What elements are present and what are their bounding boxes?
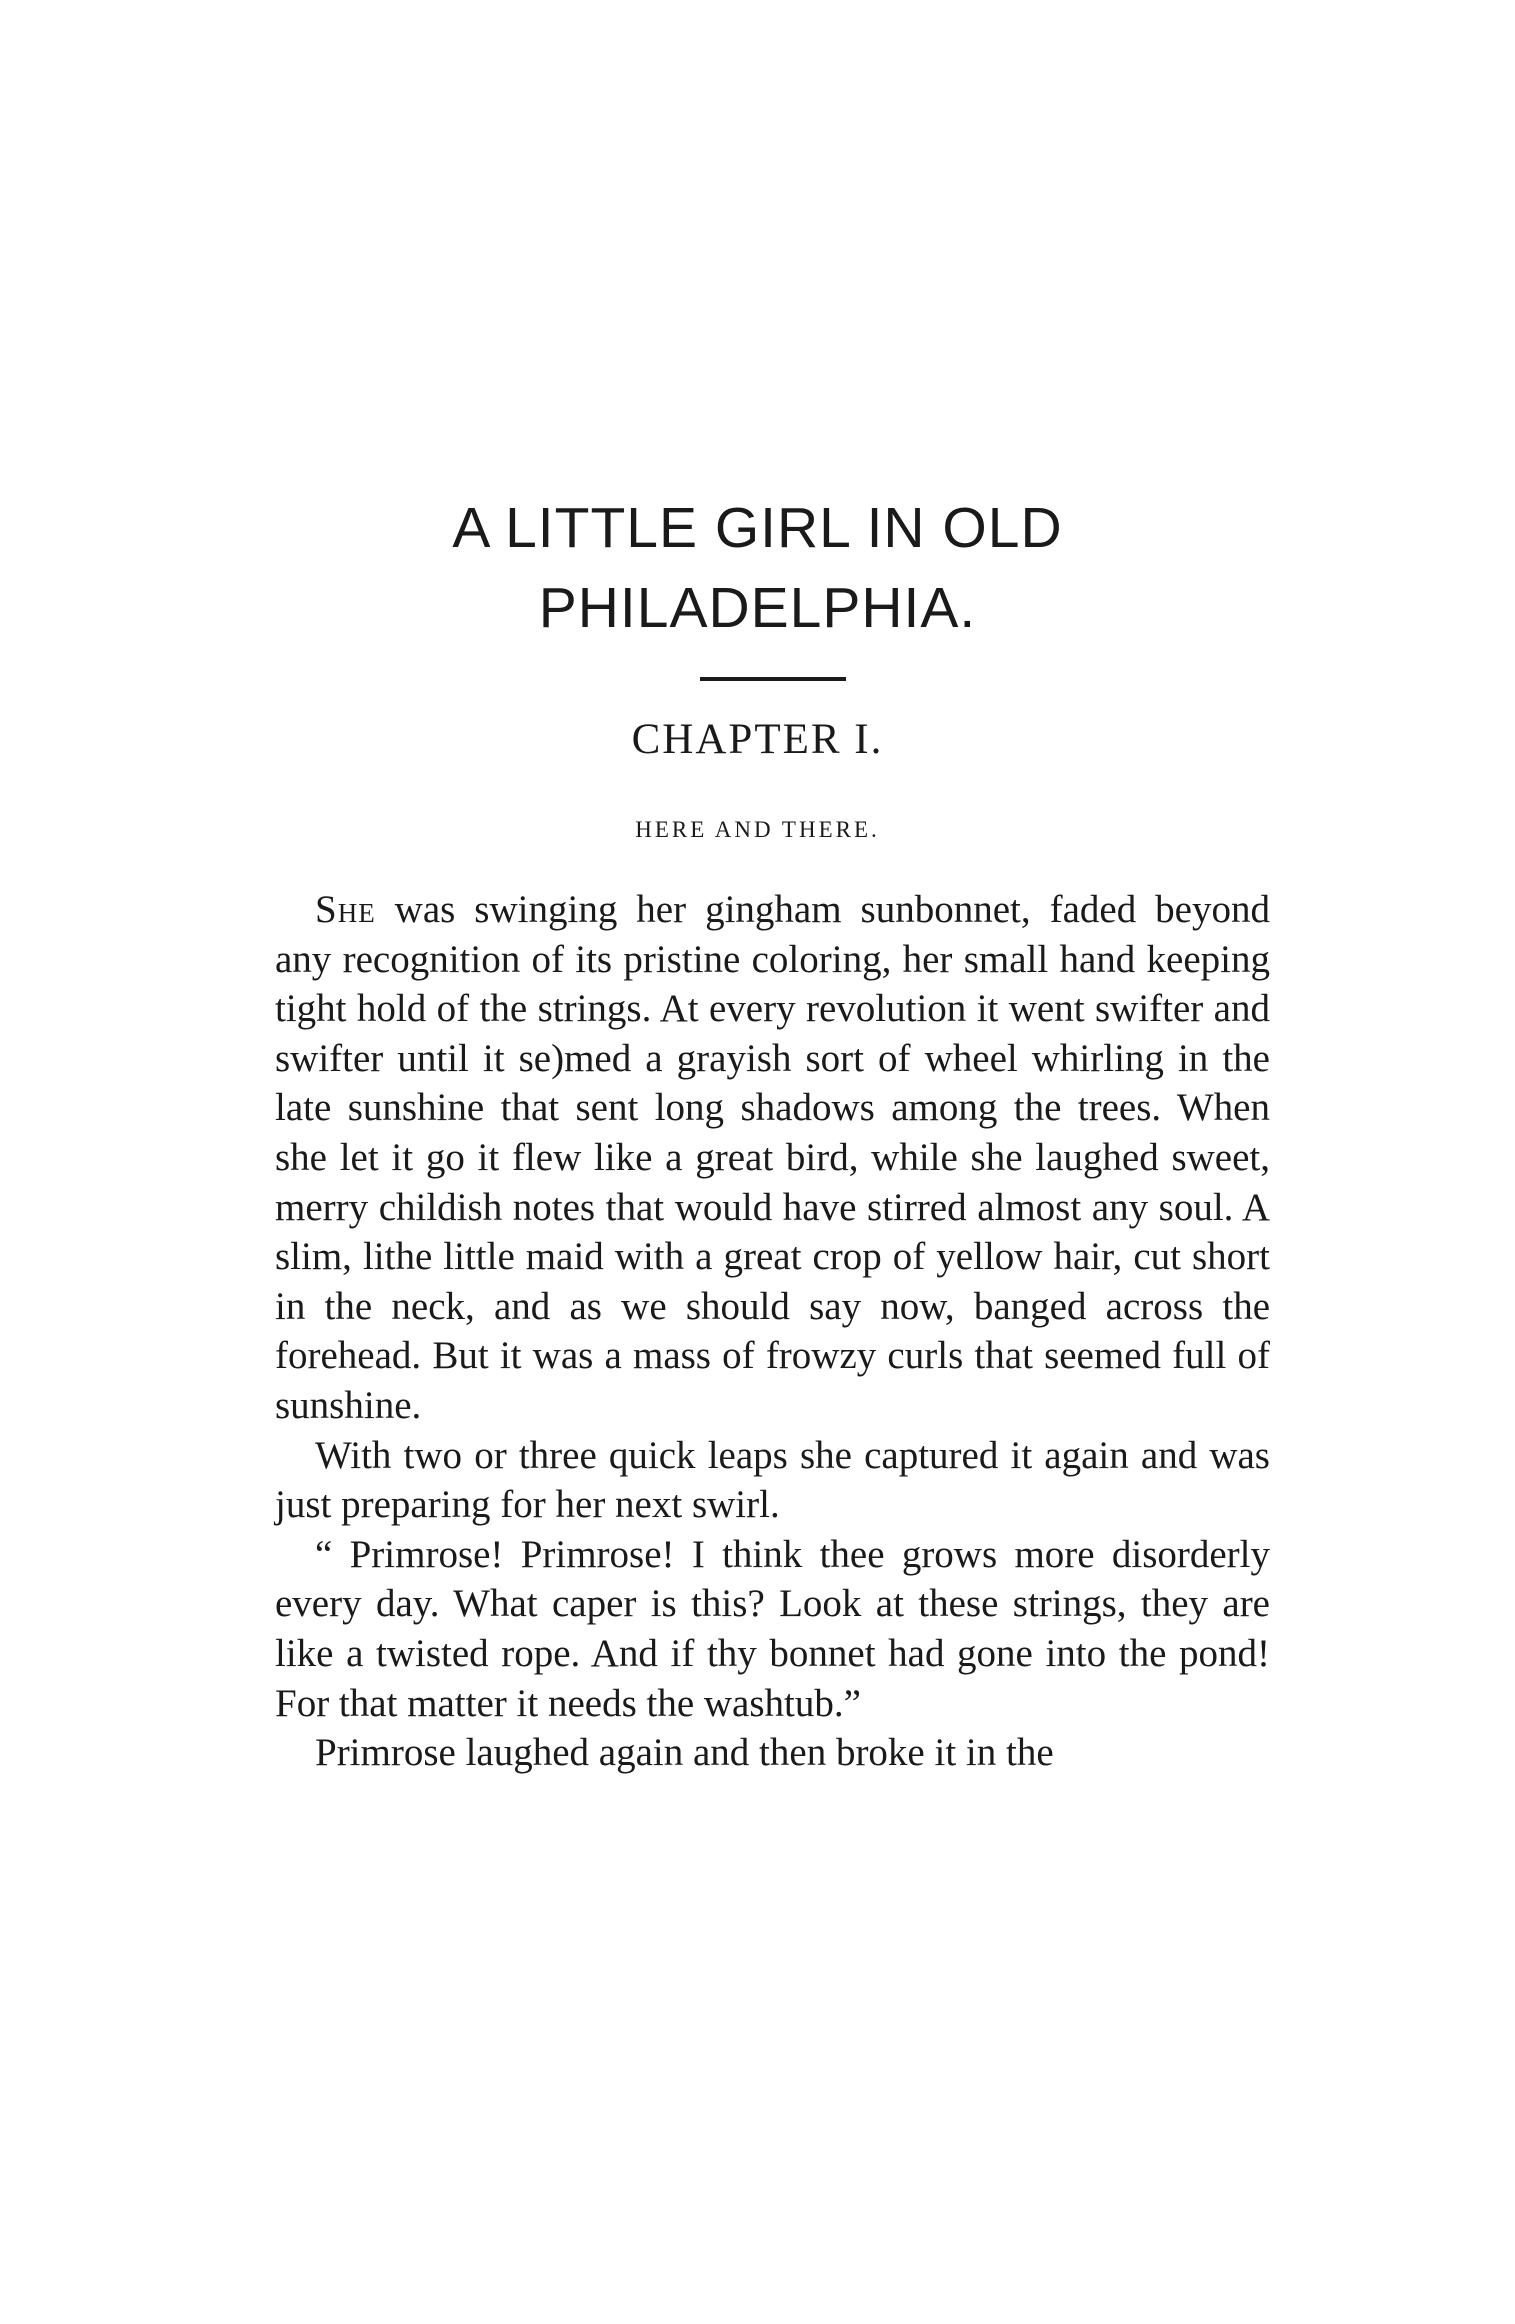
chapter-heading: CHAPTER I. <box>631 716 884 763</box>
paragraph-1-text: was swinging her gingham sunbonnet, faded beyond any recognition of its pristine coloring, her small hand keeping tight hold of the strings. At every revolution it went swifter and swifter until it se)med a grayish sort of wheel whirling in the late sunshine that sent long shadows among the trees. When she let it go it flew like a great bird, while she laughed sweet, merry childish notes that would have stirred almost any soul. A slim, lithe little maid with a great crop of yellow hair, cut short in the neck, and as we should say now, banged across the forehead. But it was a mass of frowzy curls that seemed full of sunshine. <box>275 888 1270 1427</box>
paragraph-2: With two or three quick leaps she captured it again and was just preparing for her next swirl. <box>275 1433 1270 1527</box>
drop-lead-word: She <box>315 888 376 931</box>
chapter-subtitle: HERE AND THERE. <box>635 817 880 842</box>
paragraph-4: Primrose laughed again and then broke it in the <box>315 1731 1054 1775</box>
paragraph-3: “ Primrose! Primrose! I think thee grows more disorderly every day. What caper is this? Look at these strings, they are like a twisted rope. And if thy bonnet had gone into the pond! For that matter it needs the washtub.” <box>275 1532 1270 1725</box>
title-divider <box>700 677 846 681</box>
book-title-line-1: A LITTLE GIRL IN OLD <box>452 496 1063 560</box>
chapter-body <box>275 885 1270 1778</box>
paragraph-1 <box>275 885 1270 1431</box>
book-title-line-2: PHILADELPHIA. <box>538 576 977 640</box>
